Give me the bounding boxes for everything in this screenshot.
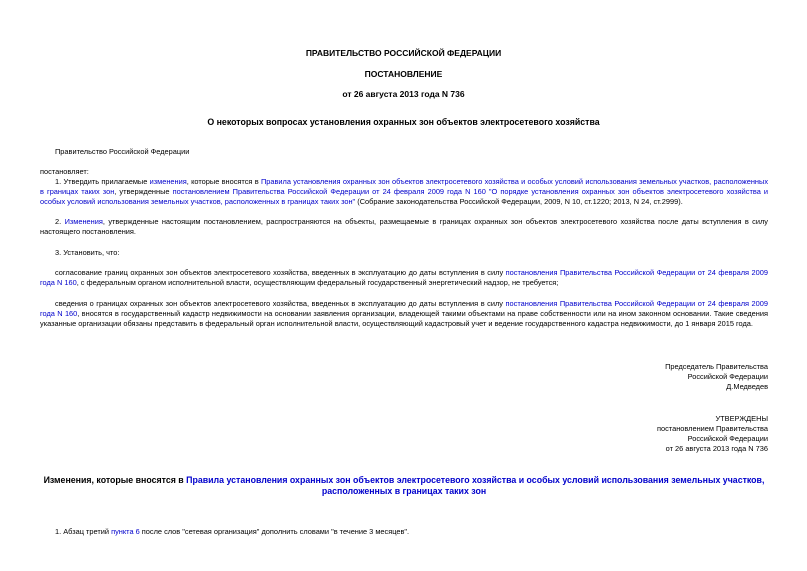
- decides-text: постановляет:: [40, 167, 89, 176]
- link-amendments-2[interactable]: Изменения: [64, 217, 103, 226]
- paragraph-1-text-b: , которые вносятся в: [186, 177, 261, 186]
- doc-type-heading: ПОСТАНОВЛЕНИЕ: [364, 69, 443, 79]
- paragraph-2-text-a: 2.: [55, 217, 65, 226]
- paragraph-2: [40, 217, 768, 237]
- approved-line-3: Российской Федерации: [687, 434, 768, 443]
- link-resolution-160-c[interactable]: постановления Правительства Российской Федерации от 24 февраля 2009 года N 160: [40, 299, 768, 318]
- intro-text: Правительство Российской Федерации: [55, 147, 190, 156]
- paragraph-4: [40, 268, 768, 288]
- paragraph-1: [40, 177, 768, 207]
- approved-block: [657, 414, 768, 454]
- link-resolution-160[interactable]: постановлением Правительства Российской Федерации от 24 февраля 2009 года N 160 "О порядке установления охранных зон объектов электросетевого хозяйства и особых условий использования земельных участков, расположенных в границах таких зон": [40, 187, 769, 206]
- signature-line-3: Д.Медведев: [726, 382, 768, 391]
- date-number-heading: от 26 августа 2013 года N 736: [342, 89, 465, 99]
- paragraph-1-text-c: , утвержденные: [114, 187, 173, 196]
- paragraph-5: [40, 299, 768, 329]
- paragraph-3: 3. Установить, что:: [55, 248, 120, 257]
- approved-line-1: УТВЕРЖДЕНЫ: [715, 414, 768, 423]
- amendment-item-1: [55, 527, 409, 537]
- paragraph-4-text-b: , с федеральным органом исполнительной власти, осуществляющим федеральный государственный энергетический надзор, не требуется;: [76, 278, 559, 287]
- link-rules[interactable]: Правила установления охранных зон объектов электросетевого хозяйства и особых условий использования земельных участков, расположенных в границах таких зон: [40, 177, 769, 196]
- document-title: О некоторых вопросах установления охранных зон объектов электросетевого хозяйства: [207, 117, 600, 127]
- approved-line-4: от 26 августа 2013 года N 736: [665, 444, 768, 453]
- paragraph-1-text-a: 1. Утвердить прилагаемые: [55, 177, 150, 186]
- link-resolution-160-b[interactable]: постановления Правительства Российской Федерации от 24 февраля 2009 года N 160: [40, 268, 768, 287]
- paragraph-5-text-a: сведения о границах охранных зон объектов электросетевого хозяйства, введенных в эксплуатацию до даты вступления в силу: [55, 299, 506, 308]
- amendments-title: [40, 475, 768, 497]
- link-rules-title[interactable]: Правила установления охранных зон объектов электросетевого хозяйства и особых условий использования земельных участков, расположенных в границах таких зон: [186, 475, 765, 496]
- government-heading: ПРАВИТЕЛЬСТВО РОССИЙСКОЙ ФЕДЕРАЦИИ: [305, 48, 502, 58]
- link-point-6[interactable]: пункта 6: [111, 527, 140, 536]
- approved-line-2: постановлением Правительства: [657, 424, 768, 433]
- amendments-title-text: Изменения, которые вносятся в: [43, 475, 187, 485]
- paragraph-4-text-a: согласование границ охранных зон объектов электросетевого хозяйства, введенных в эксплуатацию до даты вступления в силу: [55, 268, 506, 277]
- signature-block: [665, 362, 768, 392]
- amendment-item-1-text-b: после слов "сетевая организация" дополнить словами "в течение 3 месяцев".: [139, 527, 410, 536]
- paragraph-1-text-d: (Собрание законодательства Российской Федерации, 2009, N 10, ст.1220; 2013, N 24, ст.2999).: [355, 197, 683, 206]
- signature-line-1: Председатель Правительства: [665, 362, 768, 371]
- link-amendments[interactable]: изменения: [149, 177, 187, 186]
- signature-line-2: Российской Федерации: [687, 372, 768, 381]
- amendment-item-1-text-a: 1. Абзац третий: [55, 527, 112, 536]
- paragraph-5-text-b: , вносятся в государственный кадастр недвижимости на основании заявления организации, владеющей такими объектами на праве собственности или на ином законном основании. Такие сведения указанные организации обязаны представить в федеральный орган исполнительной власти, осуществляющий кадастровый учет и ведение государственного кадастра недвижимости, до 1 января 2015 года.: [40, 309, 768, 328]
- paragraph-2-text-b: , утвержденные настоящим постановлением, распространяются на объекты, размещаемые в границах охранных зон объектов электросетевого хозяйства после даты вступления в силу настоящего постановления.: [40, 217, 769, 236]
